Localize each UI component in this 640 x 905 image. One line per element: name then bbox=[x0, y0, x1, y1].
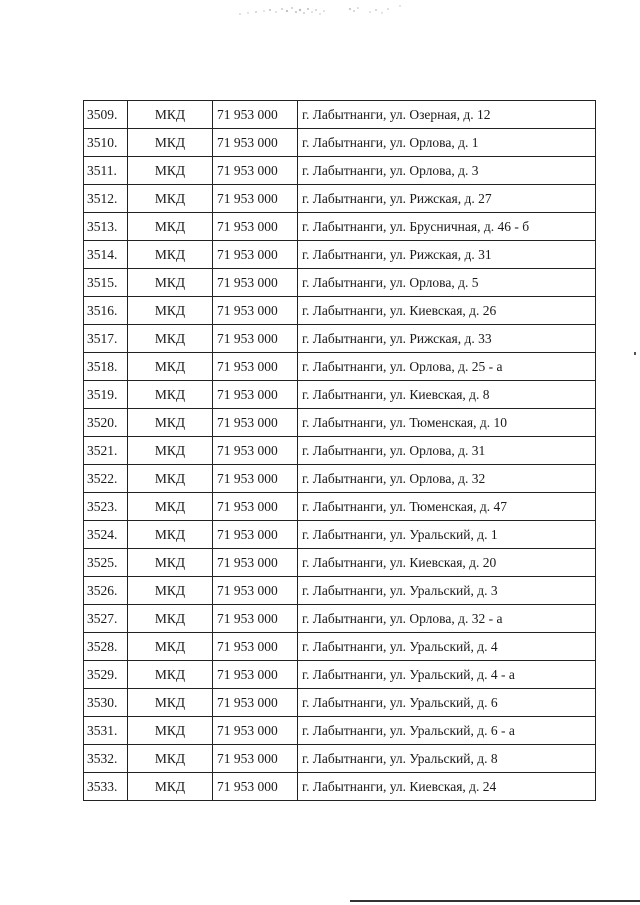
row-number: 3523. bbox=[84, 493, 128, 521]
object-type: МКД bbox=[128, 549, 213, 577]
object-type: МКД bbox=[128, 745, 213, 773]
okato-code: 71 953 000 bbox=[213, 661, 298, 689]
table-row bbox=[84, 605, 596, 633]
okato-code: 71 953 000 bbox=[213, 689, 298, 717]
row-number: 3514. bbox=[84, 241, 128, 269]
object-type: МКД bbox=[128, 269, 213, 297]
table-row bbox=[84, 213, 596, 241]
okato-code: 71 953 000 bbox=[213, 409, 298, 437]
okato-code: 71 953 000 bbox=[213, 101, 298, 129]
table-row bbox=[84, 493, 596, 521]
table-row bbox=[84, 633, 596, 661]
address: г. Лабытнанги, ул. Орлова, д. 5 bbox=[298, 269, 596, 297]
okato-code: 71 953 000 bbox=[213, 745, 298, 773]
row-number: 3529. bbox=[84, 661, 128, 689]
okato-code: 71 953 000 bbox=[213, 297, 298, 325]
table-row bbox=[84, 325, 596, 353]
okato-code: 71 953 000 bbox=[213, 633, 298, 661]
table-row bbox=[84, 521, 596, 549]
address: г. Лабытнанги, ул. Киевская, д. 8 bbox=[298, 381, 596, 409]
address: г. Лабытнанги, ул. Уральский, д. 6 bbox=[298, 689, 596, 717]
table-row bbox=[84, 465, 596, 493]
object-type: МКД bbox=[128, 185, 213, 213]
okato-code: 71 953 000 bbox=[213, 577, 298, 605]
object-type: МКД bbox=[128, 521, 213, 549]
row-number: 3511. bbox=[84, 157, 128, 185]
address: г. Лабытнанги, ул. Орлова, д. 31 bbox=[298, 437, 596, 465]
table-row bbox=[84, 297, 596, 325]
address: г. Лабытнанги, ул. Киевская, д. 20 bbox=[298, 549, 596, 577]
table-row bbox=[84, 745, 596, 773]
row-number: 3528. bbox=[84, 633, 128, 661]
table-row bbox=[84, 185, 596, 213]
row-number: 3533. bbox=[84, 773, 128, 801]
object-type: МКД bbox=[128, 129, 213, 157]
okato-code: 71 953 000 bbox=[213, 717, 298, 745]
table-row bbox=[84, 437, 596, 465]
object-type: МКД bbox=[128, 409, 213, 437]
okato-code: 71 953 000 bbox=[213, 213, 298, 241]
object-type: МКД bbox=[128, 437, 213, 465]
row-number: 3521. bbox=[84, 437, 128, 465]
table-row bbox=[84, 549, 596, 577]
okato-code: 71 953 000 bbox=[213, 325, 298, 353]
table-row bbox=[84, 381, 596, 409]
okato-code: 71 953 000 bbox=[213, 157, 298, 185]
table-row bbox=[84, 157, 596, 185]
address: г. Лабытнанги, ул. Орлова, д. 1 bbox=[298, 129, 596, 157]
table-row bbox=[84, 353, 596, 381]
object-type: МКД bbox=[128, 493, 213, 521]
row-number: 3522. bbox=[84, 465, 128, 493]
row-number: 3532. bbox=[84, 745, 128, 773]
row-number: 3525. bbox=[84, 549, 128, 577]
table-row bbox=[84, 773, 596, 801]
row-number: 3527. bbox=[84, 605, 128, 633]
address: г. Лабытнанги, ул. Орлова, д. 32 - а bbox=[298, 605, 596, 633]
row-number: 3510. bbox=[84, 129, 128, 157]
table-row bbox=[84, 577, 596, 605]
address: г. Лабытнанги, ул. Уральский, д. 4 bbox=[298, 633, 596, 661]
address: г. Лабытнанги, ул. Брусничная, д. 46 - б bbox=[298, 213, 596, 241]
row-number: 3515. bbox=[84, 269, 128, 297]
okato-code: 71 953 000 bbox=[213, 185, 298, 213]
okato-code: 71 953 000 bbox=[213, 381, 298, 409]
row-number: 3517. bbox=[84, 325, 128, 353]
object-type: МКД bbox=[128, 773, 213, 801]
okato-code: 71 953 000 bbox=[213, 549, 298, 577]
row-number: 3512. bbox=[84, 185, 128, 213]
bottom-rule bbox=[350, 900, 640, 902]
object-type: МКД bbox=[128, 297, 213, 325]
object-type: МКД bbox=[128, 633, 213, 661]
object-type: МКД bbox=[128, 605, 213, 633]
object-type: МКД bbox=[128, 213, 213, 241]
row-number: 3531. bbox=[84, 717, 128, 745]
address: г. Лабытнанги, ул. Уральский, д. 4 - а bbox=[298, 661, 596, 689]
margin-mark bbox=[634, 352, 636, 355]
object-type: МКД bbox=[128, 465, 213, 493]
address: г. Лабытнанги, ул. Уральский, д. 3 bbox=[298, 577, 596, 605]
okato-code: 71 953 000 bbox=[213, 437, 298, 465]
row-number: 3516. bbox=[84, 297, 128, 325]
object-type: МКД bbox=[128, 689, 213, 717]
scan-artifact bbox=[230, 0, 410, 22]
row-number: 3509. bbox=[84, 101, 128, 129]
address: г. Лабытнанги, ул. Орлова, д. 3 bbox=[298, 157, 596, 185]
row-number: 3530. bbox=[84, 689, 128, 717]
registry-table bbox=[83, 100, 596, 801]
object-type: МКД bbox=[128, 577, 213, 605]
row-number: 3526. bbox=[84, 577, 128, 605]
object-type: МКД bbox=[128, 325, 213, 353]
row-number: 3513. bbox=[84, 213, 128, 241]
address: г. Лабытнанги, ул. Киевская, д. 24 bbox=[298, 773, 596, 801]
row-number: 3518. bbox=[84, 353, 128, 381]
okato-code: 71 953 000 bbox=[213, 269, 298, 297]
okato-code: 71 953 000 bbox=[213, 465, 298, 493]
object-type: МКД bbox=[128, 381, 213, 409]
address: г. Лабытнанги, ул. Озерная, д. 12 bbox=[298, 101, 596, 129]
address: г. Лабытнанги, ул. Уральский, д. 8 bbox=[298, 745, 596, 773]
address: г. Лабытнанги, ул. Рижская, д. 33 bbox=[298, 325, 596, 353]
okato-code: 71 953 000 bbox=[213, 521, 298, 549]
address: г. Лабытнанги, ул. Тюменская, д. 47 bbox=[298, 493, 596, 521]
address: г. Лабытнанги, ул. Тюменская, д. 10 bbox=[298, 409, 596, 437]
okato-code: 71 953 000 bbox=[213, 241, 298, 269]
table-row bbox=[84, 717, 596, 745]
row-number: 3524. bbox=[84, 521, 128, 549]
object-type: МКД bbox=[128, 157, 213, 185]
object-type: МКД bbox=[128, 241, 213, 269]
table-body bbox=[84, 101, 596, 801]
okato-code: 71 953 000 bbox=[213, 129, 298, 157]
table-row bbox=[84, 661, 596, 689]
object-type: МКД bbox=[128, 353, 213, 381]
address: г. Лабытнанги, ул. Рижская, д. 27 bbox=[298, 185, 596, 213]
object-type: МКД bbox=[128, 661, 213, 689]
okato-code: 71 953 000 bbox=[213, 353, 298, 381]
address: г. Лабытнанги, ул. Рижская, д. 31 bbox=[298, 241, 596, 269]
row-number: 3520. bbox=[84, 409, 128, 437]
okato-code: 71 953 000 bbox=[213, 493, 298, 521]
row-number: 3519. bbox=[84, 381, 128, 409]
table-row bbox=[84, 689, 596, 717]
okato-code: 71 953 000 bbox=[213, 605, 298, 633]
table-row bbox=[84, 409, 596, 437]
address: г. Лабытнанги, ул. Орлова, д. 32 bbox=[298, 465, 596, 493]
address: г. Лабытнанги, ул. Киевская, д. 26 bbox=[298, 297, 596, 325]
address: г. Лабытнанги, ул. Уральский, д. 6 - а bbox=[298, 717, 596, 745]
okato-code: 71 953 000 bbox=[213, 773, 298, 801]
address: г. Лабытнанги, ул. Уральский, д. 1 bbox=[298, 521, 596, 549]
table-row bbox=[84, 129, 596, 157]
object-type: МКД bbox=[128, 717, 213, 745]
address: г. Лабытнанги, ул. Орлова, д. 25 - а bbox=[298, 353, 596, 381]
table-row bbox=[84, 241, 596, 269]
object-type: МКД bbox=[128, 101, 213, 129]
table-row bbox=[84, 101, 596, 129]
table-row bbox=[84, 269, 596, 297]
